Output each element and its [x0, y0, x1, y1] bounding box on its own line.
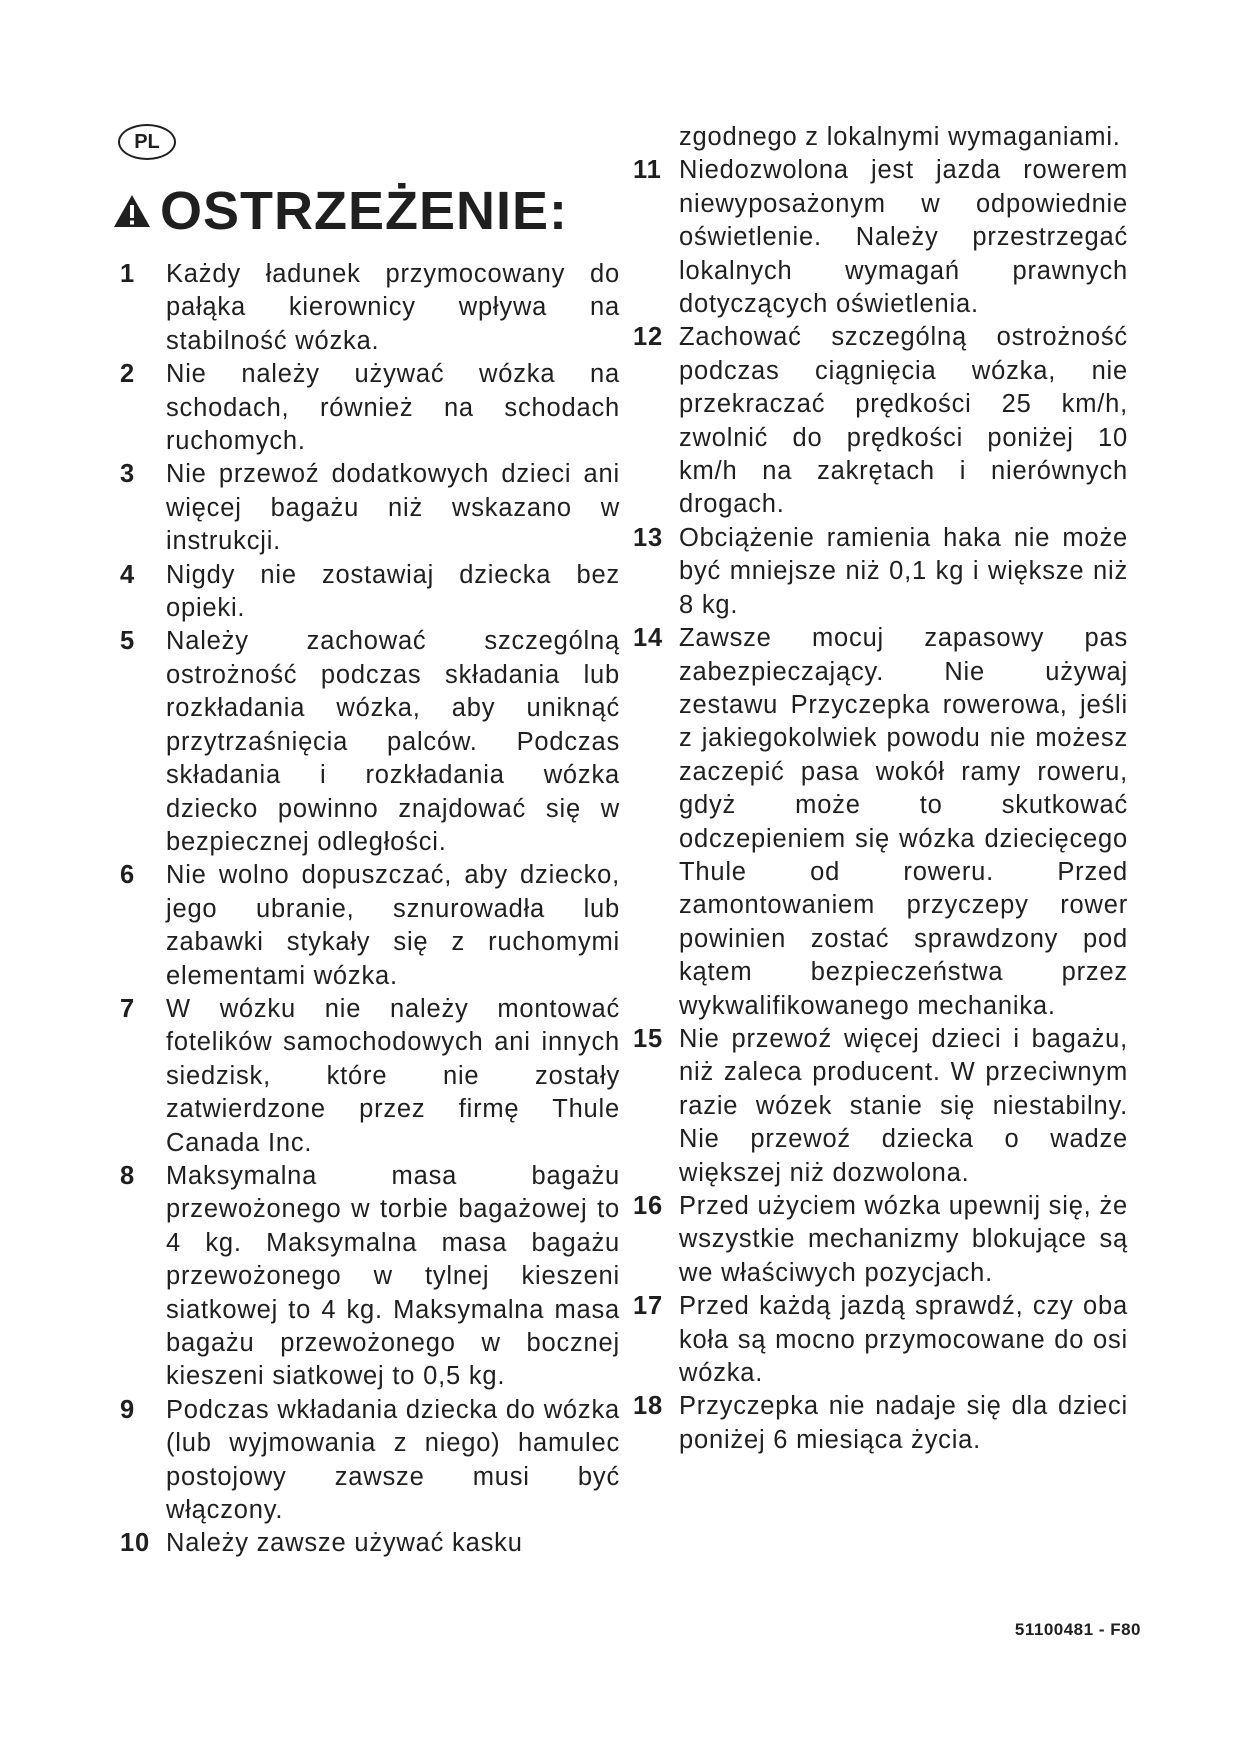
- item-text: Zachować szczególną ostrożność podczas ciągnięcia wózka, nie przekraczać prędkości 25 km/h, zwolnić do prędkości poniżej 10 km/h na zakrętach i nierównych drogach.: [679, 323, 1128, 519]
- item-text: Nie wolno dopuszczać, aby dziecko, jego ubranie, sznurowadła lub zabawki stykały się z ruchomymi elementami wózka.: [166, 861, 620, 990]
- list-item: [633, 321, 1128, 521]
- item-number: 14: [633, 624, 663, 653]
- item-text: Przed każdą jazdą sprawdź, czy oba koła są mocno przymocowane do osi wózka.: [679, 1292, 1128, 1388]
- item-number: 13: [633, 523, 663, 552]
- item-number: 10: [120, 1529, 150, 1558]
- list-item: [120, 993, 620, 1160]
- warning-heading: [112, 176, 568, 246]
- item-text: W wózku nie należy montować fotelików samochodowych ani innych siedzisk, które nie zostały zatwierdzone przez firmę Thule Canada Inc.: [166, 994, 620, 1157]
- list-item: [633, 154, 1128, 321]
- left-column: [120, 258, 620, 1561]
- item-text: Zawsze mocuj zapasowy pas zabezpieczający. Nie używaj zestawu Przyczepka rowerowa, jeśli z jakiegokolwiek powodu nie możesz zaczepić pasa wokół ramy roweru, gdyż może to skutkować odczepieniem się wózka dziecięcego Thule od roweru. Przed zamontowaniem przyczepy rower powinien zostać sprawdzony pod kątem bezpieczeństwa przez wykwalifikowanego mechanika.: [679, 624, 1128, 1020]
- item-number: 2: [120, 360, 135, 389]
- list-item: [120, 358, 620, 458]
- list-item: [120, 258, 620, 358]
- list-item: [633, 622, 1128, 1023]
- list-item: [633, 1290, 1128, 1390]
- item-number: 12: [633, 323, 663, 352]
- list-item: [633, 1023, 1128, 1190]
- item-number: 17: [633, 1292, 663, 1321]
- item-number: 8: [120, 1161, 135, 1190]
- document-code: 51100481 - F80: [1014, 1620, 1141, 1639]
- list-item: [120, 458, 620, 558]
- list-item: [633, 522, 1128, 622]
- item-text: Należy zawsze używać kasku: [166, 1529, 523, 1558]
- item-number: 5: [120, 627, 135, 656]
- language-badge: PL: [118, 124, 176, 160]
- item-number: 11: [633, 156, 662, 185]
- list-item: [120, 1394, 620, 1528]
- item-text: Nigdy nie zostawiaj dziecka bez opieki.: [166, 560, 620, 623]
- item-number: 7: [120, 994, 135, 1023]
- item-text: Przed użyciem wózka upewnij się, że wszystkie mechanizmy blokujące są we właściwych pozycjach.: [679, 1192, 1128, 1287]
- item-number: 6: [120, 861, 135, 890]
- warning-icon: [112, 193, 152, 229]
- page-title: OSTRZEŻENIE:: [160, 181, 569, 241]
- item-text: Niedozwolona jest jazda rowerem niewyposażonym w odpowiednie oświetlenie. Należy przestrzegać lokalnych wymagań prawnych dotyczących oświetlenia.: [679, 156, 1128, 319]
- item-text: Maksymalna masa bagażu przewożonego w torbie bagażowej to 4 kg. Maksymalna masa bagażu przewożonego w tylnej kieszeni siatkowej to 4 kg. Maksymalna masa bagażu przewożonego w bocznej kieszeni siatkowej to 0,5 kg.: [166, 1161, 620, 1391]
- list-item: [120, 625, 620, 859]
- item-text: Nie przewoź więcej dzieci i bagażu, niż zaleca producent. W przeciwnym razie wózek stanie się niestabilny. Nie przewoź dziecka o wadze większej niż dozwolona.: [679, 1024, 1128, 1187]
- list-item: [120, 559, 620, 626]
- item-number: 3: [120, 460, 135, 489]
- list-item: [633, 1190, 1128, 1290]
- item-number: 18: [633, 1392, 663, 1421]
- item-number: 9: [120, 1395, 135, 1424]
- item-number: 16: [633, 1192, 663, 1220]
- item-text: Obciążenie ramienia haka nie może być mniejsze niż 0,1 kg i większe niż 8 kg.: [679, 523, 1128, 619]
- list-item: [633, 1390, 1128, 1457]
- continued-text: zgodnego z lokalnymi wymaganiami.: [679, 123, 1121, 151]
- list-item: [120, 1160, 620, 1394]
- item-text: Przyczepka nie nadaje się dla dzieci poniżej 6 miesiąca życia.: [679, 1392, 1128, 1454]
- item-text: Podczas wkładania dziecka do wózka (lub wyjmowania z niego) hamulec postojowy zawsze musi być włączony.: [166, 1395, 620, 1525]
- list-item: [120, 1527, 620, 1560]
- item-number: 1: [120, 260, 135, 288]
- item-text: Należy zachować szczególną ostrożność podczas składania lub rozkładania wózka, aby uniknąć przytrzaśnięcia palców. Podczas składania i rozkładania wózka dziecko powinno znajdować się w bezpiecznej odległości.: [166, 627, 620, 856]
- item-text: Nie należy używać wózka na schodach, również na schodach ruchomych.: [166, 360, 620, 456]
- right-column: [633, 121, 1128, 1457]
- item-number: 15: [633, 1024, 663, 1053]
- list-item: [120, 859, 620, 993]
- item-number: 4: [120, 560, 135, 589]
- item-text: Każdy ładunek przymocowany do pałąka kierownicy wpływa na stabilność wózka.: [166, 260, 620, 355]
- item-text: Nie przewoź dodatkowych dzieci ani więcej bagażu niż wskazano w instrukcji.: [166, 460, 620, 556]
